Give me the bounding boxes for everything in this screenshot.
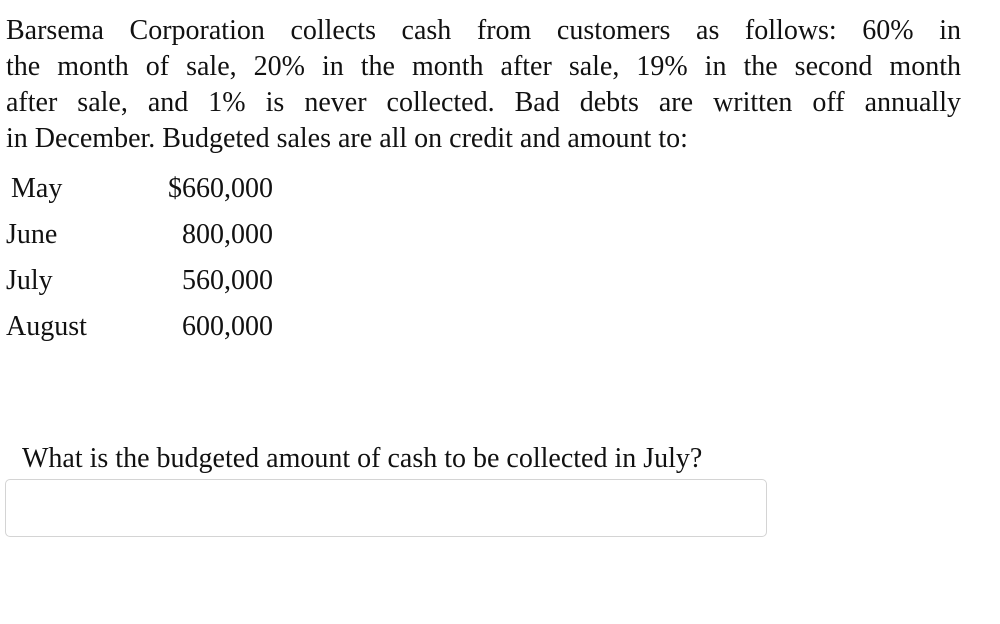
problem-statement [6,13,961,157]
amount-cell: 600,000 [182,311,273,342]
problem-line: in December. Budgeted sales are all on credit and amount to: [6,123,688,154]
question-text: What is the budgeted amount of cash to be collected in July? [22,443,703,474]
amount-cell: $660,000 [168,173,273,204]
month-cell: June [6,219,58,250]
table-row [6,212,273,258]
problem-line: Barsema Corporation collects cash from customers as follows: 60% in [6,15,961,46]
month-cell: July [6,265,53,296]
problem-line: after sale, and 1% is never collected. Bad debts are written off annually [6,87,961,118]
table-row [6,166,273,212]
amount-cell: 800,000 [182,219,273,250]
problem-line: the month of sale, 20% in the month after sale, 19% in the second month [6,51,961,82]
month-cell: August [6,311,87,342]
table-row [6,258,273,304]
table-row [6,304,273,350]
amount-cell: 560,000 [182,265,273,296]
month-cell: May [11,173,63,204]
budgeted-sales-table [6,166,273,350]
answer-input[interactable] [5,479,767,537]
